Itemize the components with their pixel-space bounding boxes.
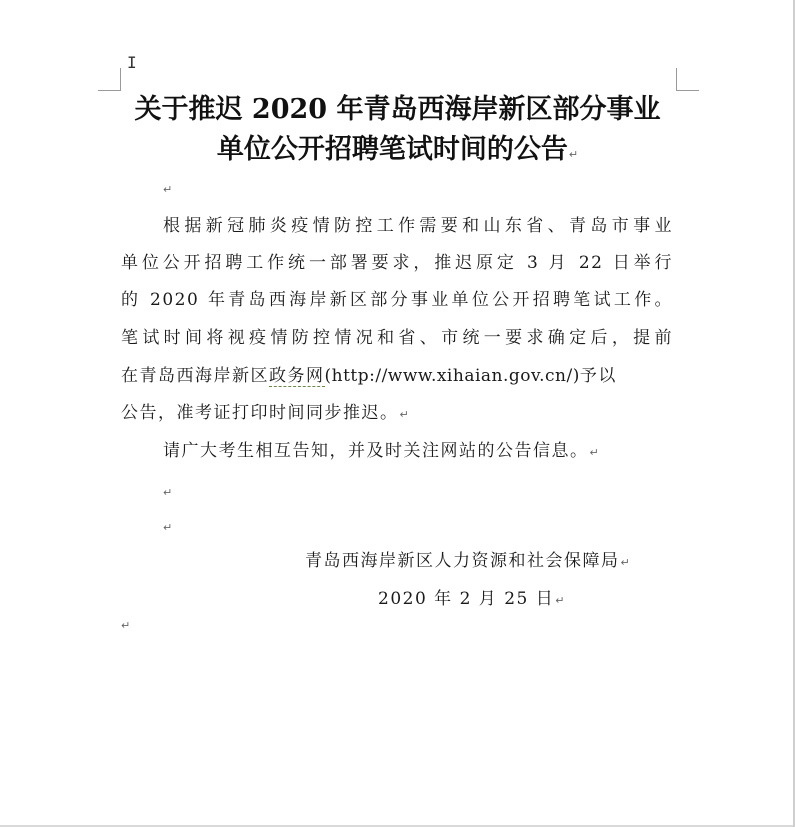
gov-site-url[interactable]: (http://www.xihaian.gov.cn/)	[324, 366, 580, 386]
body-paragraph-1-line-3[interactable]: 的 2020 年青岛西海岸新区部分事业单位公开招聘笔试工作。	[121, 290, 673, 310]
paragraph-mark: ↵	[589, 446, 601, 459]
signature-date-text[interactable]: 2020 年 2 月 25 日	[378, 589, 555, 609]
line-5-prefix[interactable]: 在青岛西海岸新区	[121, 366, 269, 386]
empty-paragraph-mark: ↵	[163, 183, 173, 196]
title-line-1-text[interactable]: 关于推迟 2020 年青岛西海岸新区部分事业	[134, 94, 661, 125]
paragraph-mark: ↵	[568, 148, 579, 161]
paragraph-mark: ↵	[620, 556, 632, 569]
empty-paragraph-mark: ↵	[121, 619, 131, 632]
paragraph-2-text[interactable]: 请广大考生相互告知，并及时关注网站的公告信息。	[163, 441, 589, 461]
signature-org-text[interactable]: 青岛西海岸新区人力资源和社会保障局	[305, 551, 620, 571]
empty-paragraph-mark: ↵	[163, 486, 173, 499]
gov-site-link-text[interactable]: 政务网	[269, 366, 325, 386]
body-paragraph-2[interactable]	[163, 443, 673, 460]
body-paragraph-1-line-4[interactable]: 笔试时间将视疫情防控情况和省、市统一要求确定后，提前	[121, 328, 673, 348]
signature-organization[interactable]	[305, 553, 631, 570]
line-6-text[interactable]: 公告，准考证打印时间同步推迟。	[121, 403, 399, 423]
margin-corner-top-right	[676, 68, 699, 91]
body-paragraph-1-line-2[interactable]: 单位公开招聘工作统一部署要求，推迟原定 3 月 22 日举行	[121, 253, 673, 273]
margin-corner-top-left	[98, 68, 121, 91]
document-title-line-2[interactable]	[100, 136, 695, 163]
body-paragraph-1-line-1[interactable]: 根据新冠肺炎疫情防控工作需要和山东省、青岛市事业	[163, 216, 673, 236]
signature-date[interactable]	[378, 591, 566, 608]
line-5-suffix[interactable]: 予以	[579, 366, 617, 386]
paragraph-mark: ↵	[399, 408, 411, 421]
text-cursor: I	[127, 53, 137, 72]
body-paragraph-1-line-5[interactable]	[121, 368, 673, 385]
paragraph-mark: ↵	[555, 594, 566, 607]
title-line-2-text[interactable]: 单位公开招聘笔试时间的公告	[216, 134, 568, 165]
empty-paragraph-mark: ↵	[163, 521, 173, 534]
document-title-line-1[interactable]	[100, 96, 695, 123]
body-paragraph-1-line-6[interactable]	[121, 405, 673, 422]
